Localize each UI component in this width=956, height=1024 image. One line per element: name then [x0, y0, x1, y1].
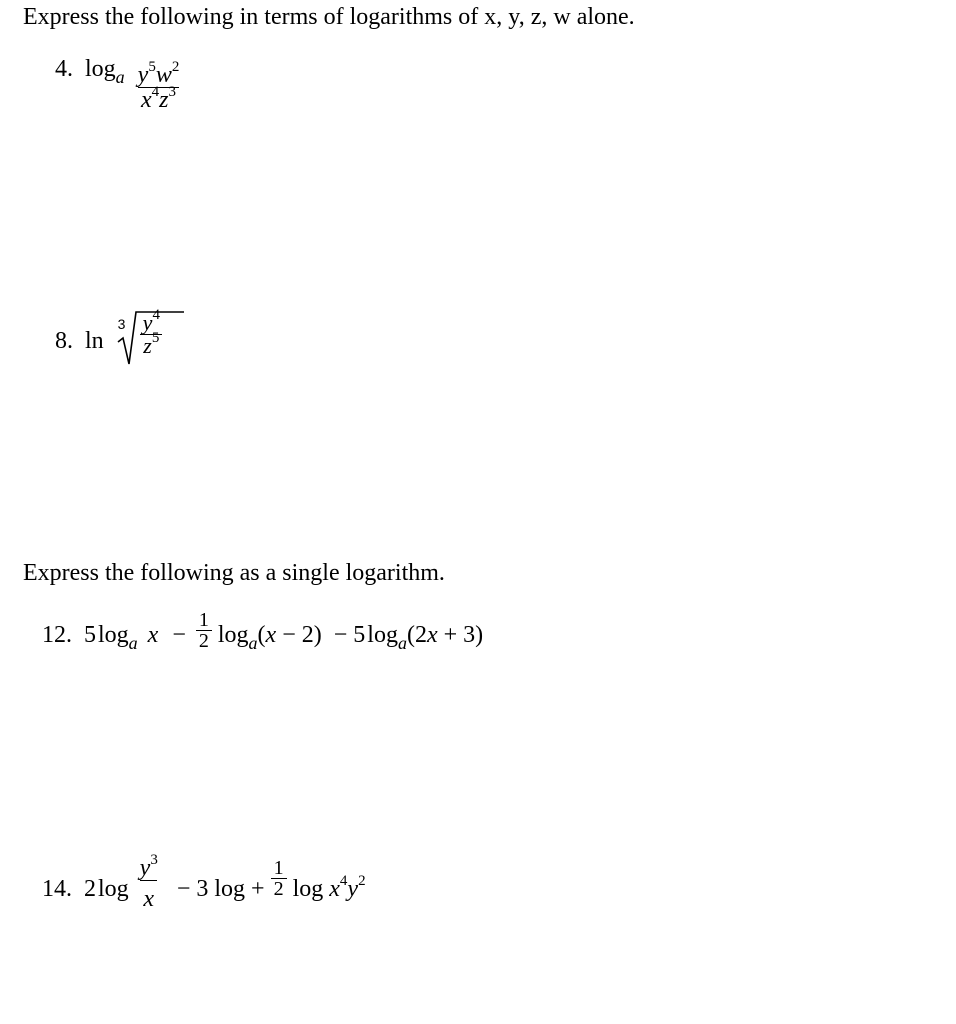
problem-4	[55, 56, 182, 112]
problem-number: 12.	[42, 622, 72, 648]
half-fraction: $\frac{1}{2}$	[196, 610, 212, 651]
log-base: a	[115, 67, 125, 87]
radicand-fraction: $\frac{y^4}{z^5}$	[140, 312, 163, 357]
section1-heading: Express the following in terms of logarithms of x, y, z, w alone.	[23, 4, 635, 30]
section2-heading: Express the following as a single logarithm.	[23, 560, 445, 586]
half-fraction: $\frac{1}{2}$	[271, 858, 287, 899]
problem-8	[55, 308, 186, 368]
problem-14: 14. 2log $\frac{y^3}{x}$ − 3 log + $\frac{1}{2}$ $\log x^4y^2$	[42, 852, 366, 912]
problem-12: 12. 5 $\log_a x$ − $\frac{1}{2}$ $\log_a(x - 2) - 5$ $\log_a(2x + 3)$	[42, 609, 484, 653]
cube-root: 3 $\frac{y^4}{z^5}$	[116, 308, 186, 368]
y3-over-x-fraction: $\frac{y^3}{x}$	[139, 852, 158, 912]
fraction: $\frac{y^5w^2}{x^4z^3}$	[137, 59, 180, 113]
ln-func: ln	[85, 328, 104, 354]
log-func: log	[85, 56, 116, 82]
problem-number: 8.	[55, 328, 73, 354]
problem-number: 4.	[55, 56, 73, 82]
problem-number: 14.	[42, 876, 72, 902]
